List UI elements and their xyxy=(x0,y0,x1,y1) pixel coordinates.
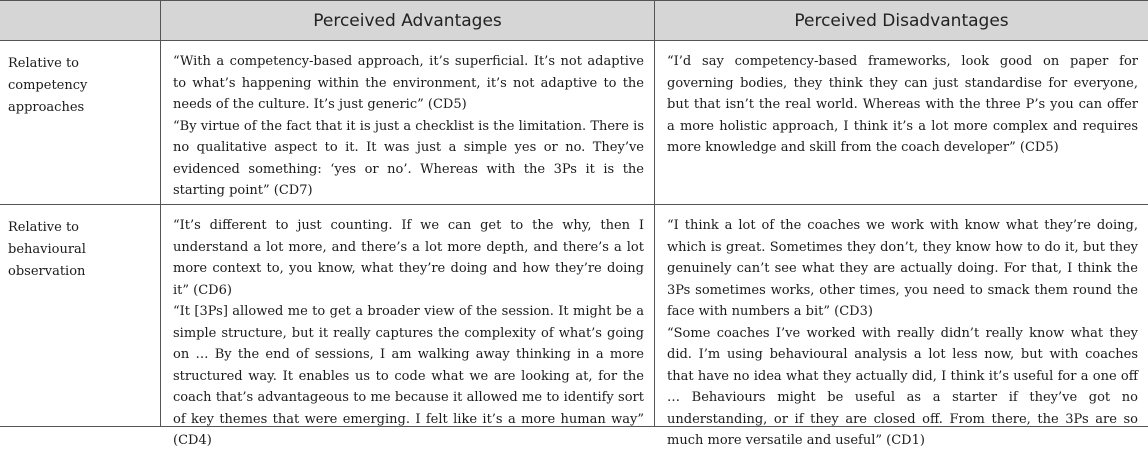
quote: “It’s different to just counting. If we can get to the why, then I understand a lot more, and there’s a lot more depth, and there’s a lot more context to, you know, what they’re doing and how they’re doing it” (CD6) xyxy=(173,218,644,298)
table-row xyxy=(0,205,1148,448)
advantages-cell xyxy=(160,205,654,448)
row-label-cell xyxy=(0,41,160,204)
quote: “Some coaches I’ve worked with really didn’t really know what they did. I’m using behavioural analysis a lot less now, but with coaches that have no idea what they actually did, I think it’s useful for a one off … Behaviours might be useful as a starter if they’ve got no understanding, or if they are closed off. From there, the 3Ps are so much more versatile and useful” (CD1) xyxy=(667,325,1138,448)
disadvantages-cell xyxy=(654,205,1148,448)
quote: “By virtue of the fact that it is just a checklist is the limitation. There is no qualitative aspect to it. It was just a simple yes or no. They’ve evidenced something: ‘yes or no’. Whereas with the 3Ps it is the starting point” (CD7) xyxy=(173,118,644,198)
quote: “It [3Ps] allowed me to get a broader view of the session. It might be a simple structure, but it really captures the complexity of what’s going on … By the end of sessions, I am walking away thinking in a more structured way. It enables us to code what we are looking at, for the coach that’s advantageous to me because it allowed me to identify sort of key themes that were emerging. I felt like it’s a more human way” (CD4) xyxy=(173,304,644,448)
row-label: Relative to behavioural observation xyxy=(8,220,86,279)
header-cell-empty xyxy=(0,1,160,40)
quote: “With a competency-based approach, it’s superficial. It’s not adaptive to what’s happening within the environment, it’s not adaptive to the needs of the culture. It’s just generic” (CD5) xyxy=(173,54,644,112)
advantages-cell xyxy=(160,41,654,204)
quote-list xyxy=(161,205,654,452)
table-header-row xyxy=(0,0,1148,41)
quote: “I think a lot of the coaches we work with know what they’re doing, which is great. Sometimes they don’t, they know how to do it, but they genuinely can’t see what they are actually doing. For that, I think the 3Ps sometimes works, other times, you need to smack them round the face with numbers a bit” (CD3) xyxy=(667,218,1138,319)
quote: “I’d say competency-based frameworks, look good on paper for governing bodies, they think they can just standardise for everyone, but that isn’t the real world. Whereas with the three P’s you can offer a more holistic approach, I think it’s a lot more complex and requires more knowledge and skill from the coach developer” (CD5) xyxy=(667,54,1138,155)
quote-list xyxy=(655,41,1148,159)
row-label: Relative to competency approaches xyxy=(8,56,88,115)
header-cell-advantages: Perceived Advantages xyxy=(160,1,654,40)
header-cell-disadvantages: Perceived Disadvantages xyxy=(654,1,1148,40)
quote-list xyxy=(161,41,654,202)
quote-list xyxy=(655,205,1148,452)
disadvantages-cell xyxy=(654,41,1148,204)
table-row xyxy=(0,41,1148,205)
row-label-cell xyxy=(0,205,160,426)
